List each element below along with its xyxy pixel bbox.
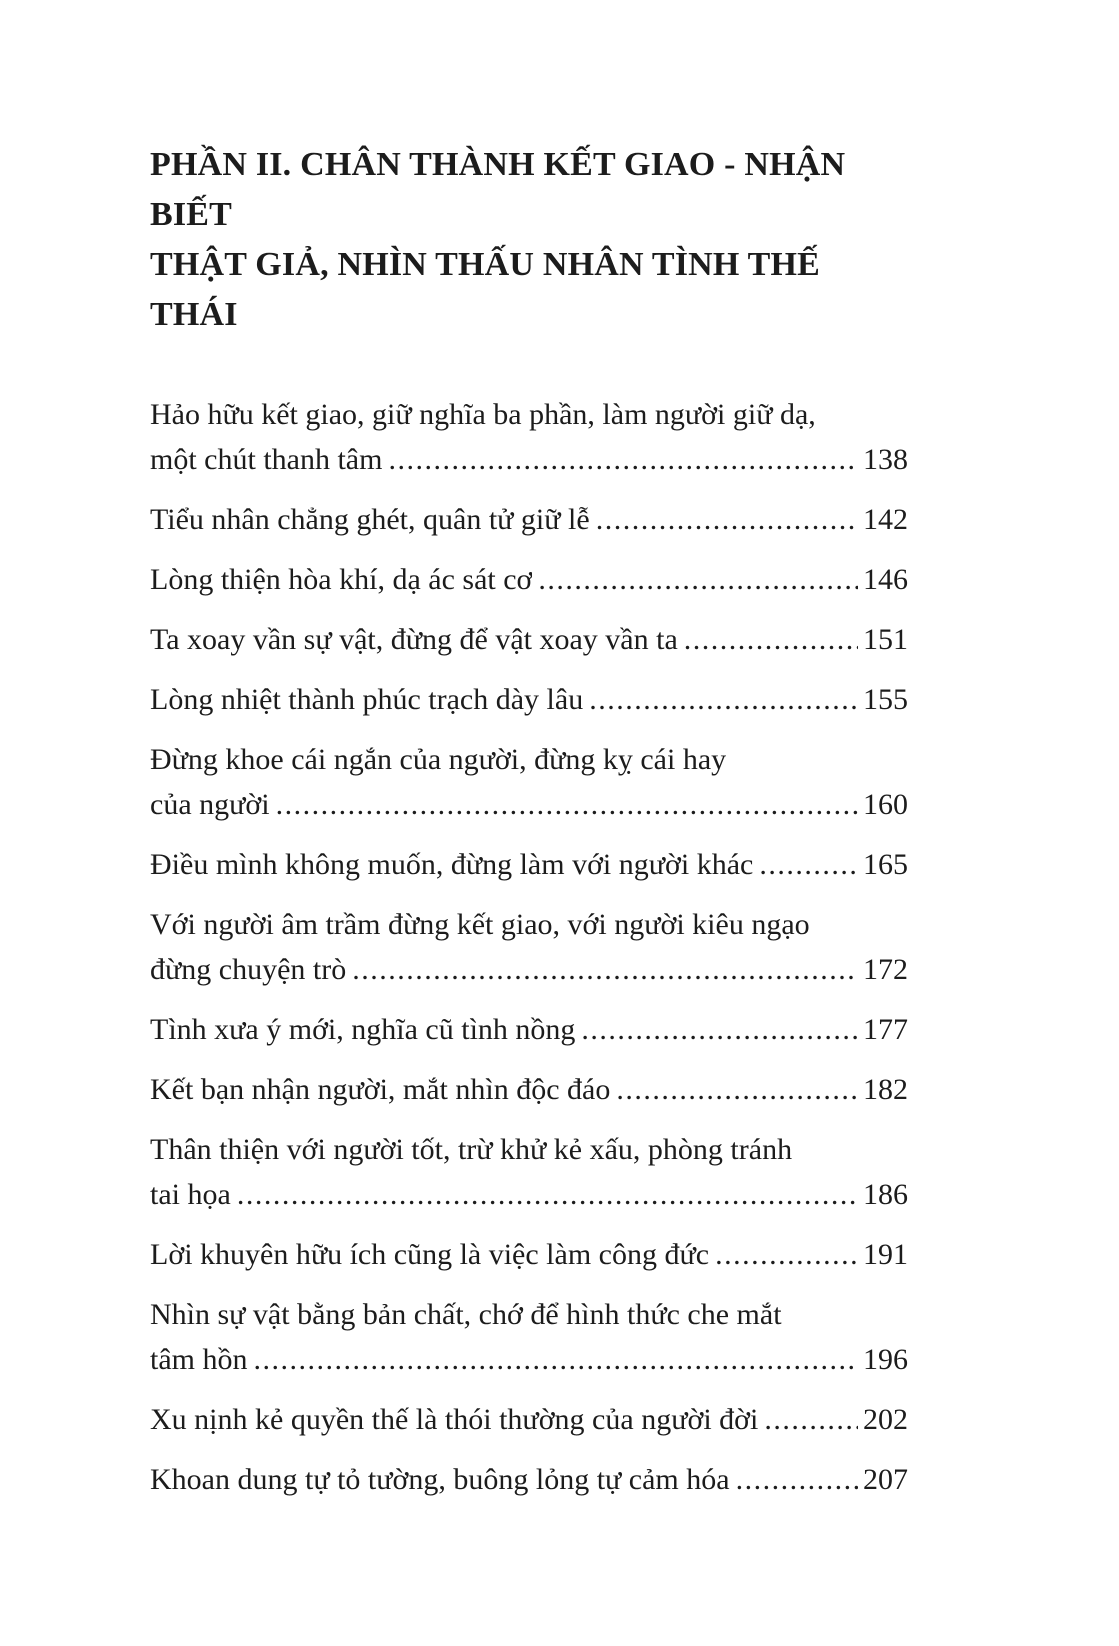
toc-entry xyxy=(150,1067,908,1112)
toc-entry-title: Tiểu nhân chẳng ghét, quân tử giữ lễ xyxy=(150,503,590,536)
toc-entry-page-number: 172 xyxy=(863,953,908,986)
dot-leader xyxy=(581,1007,858,1052)
toc-entry-last-line xyxy=(150,947,908,992)
toc-entry-wrap-line: Hảo hữu kết giao, giữ nghĩa ba phần, làm người giữ dạ, xyxy=(150,398,816,431)
toc-entry-title: đừng chuyện trò xyxy=(150,953,347,986)
toc-entry xyxy=(150,1292,908,1382)
toc-entry-last-line xyxy=(150,782,908,827)
toc-entry-title: Ta xoay vần sự vật, đừng để vật xoay vần ta xyxy=(150,623,678,656)
toc-entry-title: Xu nịnh kẻ quyền thế là thói thường của người đời xyxy=(150,1403,759,1436)
toc-entry-last-line xyxy=(150,842,908,887)
toc-list xyxy=(150,392,908,1502)
toc-entry-page-number: 155 xyxy=(863,683,908,716)
toc-entry xyxy=(150,557,908,602)
toc-entry xyxy=(150,677,908,722)
toc-entry-title: Lòng thiện hòa khí, dạ ác sát cơ xyxy=(150,563,533,596)
toc-entry-wrap-line: Đừng khoe cái ngắn của người, đừng kỵ cái hay xyxy=(150,743,727,776)
dot-leader xyxy=(237,1172,858,1217)
toc-entry xyxy=(150,1127,908,1217)
toc-entry xyxy=(150,1232,908,1277)
toc-entry-wrap-line: Nhìn sự vật bằng bản chất, chớ để hình thức che mắt xyxy=(150,1298,782,1331)
toc-entry-title: Tình xưa ý mới, nghĩa cũ tình nồng xyxy=(150,1013,576,1046)
toc-entry xyxy=(150,392,908,482)
toc-entry-last-line xyxy=(150,1172,908,1217)
toc-entry-title: Điều mình không muốn, đừng làm với người khác xyxy=(150,848,754,881)
toc-entry-title: Khoan dung tự tỏ tường, buông lỏng tự cảm hóa xyxy=(150,1463,730,1496)
toc-entry-last-line xyxy=(150,1067,908,1112)
toc-entry-page-number: 165 xyxy=(863,848,908,881)
section-heading xyxy=(150,140,908,340)
toc-entry xyxy=(150,737,908,827)
toc-entry-page-number: 191 xyxy=(863,1238,908,1271)
dot-leader xyxy=(589,677,858,722)
toc-entry-title: Lòng nhiệt thành phúc trạch dày lâu xyxy=(150,683,584,716)
toc-entry xyxy=(150,617,908,662)
toc-entry-page-number: 207 xyxy=(863,1463,908,1496)
toc-entry-last-line xyxy=(150,1232,908,1277)
dot-leader xyxy=(254,1337,859,1382)
toc-entry xyxy=(150,1457,908,1502)
section-heading-line-1: PHẦN II. CHÂN THÀNH KẾT GIAO - NHẬN BIẾT xyxy=(150,146,846,233)
toc-entry-last-line xyxy=(150,1457,908,1502)
toc-entry-page-number: 138 xyxy=(863,443,908,476)
dot-leader xyxy=(736,1457,858,1502)
toc-entry-page-number: 182 xyxy=(863,1073,908,1106)
dot-leader xyxy=(538,557,858,602)
dot-leader xyxy=(715,1232,858,1277)
dot-leader xyxy=(596,497,858,542)
dot-leader xyxy=(616,1067,858,1112)
toc-entry-wrap-line: Thân thiện với người tốt, trừ khử kẻ xấu, phòng tránh xyxy=(150,1133,793,1166)
toc-entry-last-line xyxy=(150,677,908,722)
toc-entry-page-number: 142 xyxy=(863,503,908,536)
toc-entry xyxy=(150,902,908,992)
toc-entry-page-number: 151 xyxy=(863,623,908,656)
dot-leader xyxy=(759,842,858,887)
toc-entry-page-number: 160 xyxy=(863,788,908,821)
toc-entry-page-number: 177 xyxy=(863,1013,908,1046)
toc-entry-page-number: 196 xyxy=(863,1343,908,1376)
toc-entry-wrap-line: Với người âm trầm đừng kết giao, với người kiêu ngạo xyxy=(150,908,810,941)
toc-entry-title: tai họa xyxy=(150,1178,231,1211)
toc-entry-last-line xyxy=(150,1397,908,1442)
toc-entry xyxy=(150,497,908,542)
toc-entry-last-line xyxy=(150,437,908,482)
toc-entry xyxy=(150,1397,908,1442)
toc-entry-page-number: 146 xyxy=(863,563,908,596)
toc-entry-last-line xyxy=(150,617,908,662)
toc-entry-page-number: 202 xyxy=(863,1403,908,1436)
toc-entry-page-number: 186 xyxy=(863,1178,908,1211)
toc-entry-last-line xyxy=(150,1007,908,1052)
dot-leader xyxy=(352,947,858,992)
dot-leader xyxy=(276,782,858,827)
dot-leader xyxy=(684,617,858,662)
toc-entry-title: Kết bạn nhận người, mắt nhìn độc đáo xyxy=(150,1073,611,1106)
toc-entry-last-line xyxy=(150,1337,908,1382)
toc-entry-last-line xyxy=(150,497,908,542)
toc-entry-title: một chút thanh tâm xyxy=(150,443,383,476)
toc-entry-last-line xyxy=(150,557,908,602)
toc-entry-title: Lời khuyên hữu ích cũng là việc làm công đức xyxy=(150,1238,710,1271)
toc-entry xyxy=(150,1007,908,1052)
toc-entry-title: của người xyxy=(150,788,270,821)
toc-entry-title: tâm hồn xyxy=(150,1343,248,1376)
toc-entry xyxy=(150,842,908,887)
section-heading-line-2: THẬT GIẢ, NHÌN THẤU NHÂN TÌNH THẾ THÁI xyxy=(150,246,821,333)
dot-leader xyxy=(764,1397,858,1442)
dot-leader xyxy=(388,437,858,482)
